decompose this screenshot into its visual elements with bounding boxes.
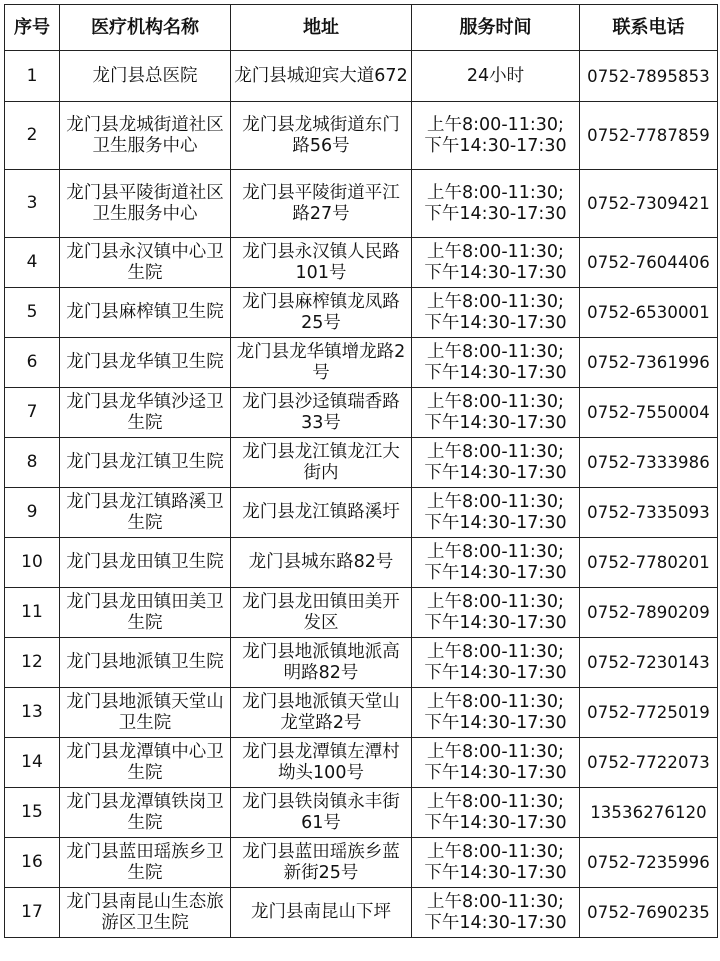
table-row: [5, 338, 718, 388]
table-row: [5, 888, 718, 938]
institution-address: 龙门县龙江镇路溪圩: [231, 488, 412, 538]
institution-name: 龙门县平陵街道社区卫生服务中心: [60, 170, 231, 238]
hours-morning: 上午8:00-11:30;: [427, 491, 564, 512]
institution-name: 龙门县地派镇卫生院: [60, 638, 231, 688]
contact-phone: 0752-7895853: [580, 51, 718, 102]
hours-afternoon: 下午14:30-17:30: [424, 662, 567, 683]
contact-phone: 0752-6530001: [580, 288, 718, 338]
institution-address: 龙门县龙江镇龙江大街内: [231, 438, 412, 488]
service-hours: [412, 688, 580, 738]
hours-morning: 上午8:00-11:30;: [427, 182, 564, 203]
table-row: [5, 288, 718, 338]
institution-name: 龙门县龙潭镇中心卫生院: [60, 738, 231, 788]
contact-phone: 0752-7235996: [580, 838, 718, 888]
hours-afternoon: 下午14:30-17:30: [424, 362, 567, 383]
institution-name: 龙门县龙田镇卫生院: [60, 538, 231, 588]
table-row: [5, 788, 718, 838]
table-row: [5, 638, 718, 688]
institution-name: 龙门县龙城街道社区卫生服务中心: [60, 102, 231, 170]
institution-address: 龙门县龙田镇田美开发区: [231, 588, 412, 638]
hours-morning: 上午8:00-11:30;: [427, 341, 564, 362]
institution-address: 龙门县南昆山下坪: [231, 888, 412, 938]
hours-morning: 24小时: [466, 65, 525, 86]
hours-morning: 上午8:00-11:30;: [427, 541, 564, 562]
service-hours: [412, 838, 580, 888]
header-hours: 服务时间: [412, 5, 580, 51]
row-index: 7: [5, 388, 60, 438]
institution-name: 龙门县总医院: [60, 51, 231, 102]
row-index: 8: [5, 438, 60, 488]
row-index: 17: [5, 888, 60, 938]
institution-address: 龙门县龙潭镇左潭村坳头100号: [231, 738, 412, 788]
contact-phone: 0752-7722073: [580, 738, 718, 788]
service-hours: [412, 638, 580, 688]
table-row: [5, 238, 718, 288]
service-hours: [412, 788, 580, 838]
institution-name: 龙门县南昆山生态旅游区卫生院: [60, 888, 231, 938]
institution-address: 龙门县地派镇天堂山龙堂路2号: [231, 688, 412, 738]
hours-morning: 上午8:00-11:30;: [427, 791, 564, 812]
table-row: [5, 688, 718, 738]
row-index: 12: [5, 638, 60, 688]
service-hours: [412, 538, 580, 588]
table-row: [5, 102, 718, 170]
row-index: 1: [5, 51, 60, 102]
hours-afternoon: 下午14:30-17:30: [424, 462, 567, 483]
header-address: 地址: [231, 5, 412, 51]
service-hours: [412, 238, 580, 288]
institution-name: 龙门县龙华镇卫生院: [60, 338, 231, 388]
table-row: [5, 588, 718, 638]
hours-afternoon: 下午14:30-17:30: [424, 262, 567, 283]
row-index: 5: [5, 288, 60, 338]
service-hours: [412, 438, 580, 488]
header-index: 序号: [5, 5, 60, 51]
service-hours: [412, 338, 580, 388]
institution-address: 龙门县城迎宾大道672: [231, 51, 412, 102]
service-hours: [412, 588, 580, 638]
institution-name: 龙门县麻榨镇卫生院: [60, 288, 231, 338]
institution-name: 龙门县龙江镇路溪卫生院: [60, 488, 231, 538]
row-index: 14: [5, 738, 60, 788]
table-body: [5, 51, 718, 938]
contact-phone: 0752-7690235: [580, 888, 718, 938]
row-index: 6: [5, 338, 60, 388]
table-row: [5, 51, 718, 102]
institution-address: 龙门县地派镇地派高明路82号: [231, 638, 412, 688]
institution-name: 龙门县龙潭镇铁岗卫生院: [60, 788, 231, 838]
hours-morning: 上午8:00-11:30;: [427, 591, 564, 612]
hours-morning: 上午8:00-11:30;: [427, 241, 564, 262]
institution-address: 龙门县沙迳镇瑞香路33号: [231, 388, 412, 438]
hours-morning: 上午8:00-11:30;: [427, 291, 564, 312]
row-index: 4: [5, 238, 60, 288]
hours-morning: 上午8:00-11:30;: [427, 391, 564, 412]
hours-afternoon: 下午14:30-17:30: [424, 135, 567, 156]
row-index: 15: [5, 788, 60, 838]
row-index: 11: [5, 588, 60, 638]
hours-morning: 上午8:00-11:30;: [427, 691, 564, 712]
institution-address: 龙门县平陵街道平江路27号: [231, 170, 412, 238]
table-row: [5, 488, 718, 538]
row-index: 9: [5, 488, 60, 538]
institution-address: 龙门县城东路82号: [231, 538, 412, 588]
row-index: 2: [5, 102, 60, 170]
contact-phone: 13536276120: [580, 788, 718, 838]
institution-name: 龙门县龙田镇田美卫生院: [60, 588, 231, 638]
contact-phone: 0752-7361996: [580, 338, 718, 388]
institution-name: 龙门县永汉镇中心卫生院: [60, 238, 231, 288]
table-row: [5, 388, 718, 438]
row-index: 10: [5, 538, 60, 588]
service-hours: [412, 102, 580, 170]
hours-afternoon: 下午14:30-17:30: [424, 312, 567, 333]
contact-phone: 0752-7230143: [580, 638, 718, 688]
service-hours: [412, 888, 580, 938]
table-header-row: [5, 5, 718, 51]
table-row: [5, 538, 718, 588]
institution-address: 龙门县铁岗镇永丰街61号: [231, 788, 412, 838]
institution-name: 龙门县蓝田瑶族乡卫生院: [60, 838, 231, 888]
institution-name: 龙门县地派镇天堂山卫生院: [60, 688, 231, 738]
institution-address: 龙门县龙华镇增龙路2号: [231, 338, 412, 388]
institution-name: 龙门县龙江镇卫生院: [60, 438, 231, 488]
hours-afternoon: 下午14:30-17:30: [424, 562, 567, 583]
institution-table-wrapper: [4, 4, 718, 938]
contact-phone: 0752-7787859: [580, 102, 718, 170]
hours-afternoon: 下午14:30-17:30: [424, 812, 567, 833]
hours-morning: 上午8:00-11:30;: [427, 841, 564, 862]
contact-phone: 0752-7335093: [580, 488, 718, 538]
hours-morning: 上午8:00-11:30;: [427, 114, 564, 135]
hours-morning: 上午8:00-11:30;: [427, 741, 564, 762]
service-hours: [412, 288, 580, 338]
hours-afternoon: 下午14:30-17:30: [424, 912, 567, 933]
hours-afternoon: 下午14:30-17:30: [424, 762, 567, 783]
institution-name: 龙门县龙华镇沙迳卫生院: [60, 388, 231, 438]
header-name: 医疗机构名称: [60, 5, 231, 51]
institution-address: 龙门县麻榨镇龙凤路25号: [231, 288, 412, 338]
hours-afternoon: 下午14:30-17:30: [424, 862, 567, 883]
institution-address: 龙门县龙城街道东门路56号: [231, 102, 412, 170]
contact-phone: 0752-7550004: [580, 388, 718, 438]
institution-address: 龙门县蓝田瑶族乡蓝新街25号: [231, 838, 412, 888]
table-row: [5, 738, 718, 788]
hours-afternoon: 下午14:30-17:30: [424, 712, 567, 733]
hours-afternoon: 下午14:30-17:30: [424, 612, 567, 633]
contact-phone: 0752-7309421: [580, 170, 718, 238]
service-hours: [412, 170, 580, 238]
institution-address: 龙门县永汉镇人民路101号: [231, 238, 412, 288]
medical-institution-table: [4, 4, 718, 938]
header-phone: 联系电话: [580, 5, 718, 51]
contact-phone: 0752-7890209: [580, 588, 718, 638]
hours-morning: 上午8:00-11:30;: [427, 891, 564, 912]
service-hours: [412, 738, 580, 788]
table-row: [5, 438, 718, 488]
hours-afternoon: 下午14:30-17:30: [424, 203, 567, 224]
row-index: 16: [5, 838, 60, 888]
contact-phone: 0752-7333986: [580, 438, 718, 488]
hours-afternoon: 下午14:30-17:30: [424, 412, 567, 433]
service-hours: [412, 51, 580, 102]
table-row: [5, 170, 718, 238]
contact-phone: 0752-7604406: [580, 238, 718, 288]
contact-phone: 0752-7725019: [580, 688, 718, 738]
contact-phone: 0752-7780201: [580, 538, 718, 588]
service-hours: [412, 388, 580, 438]
hours-morning: 上午8:00-11:30;: [427, 441, 564, 462]
hours-afternoon: 下午14:30-17:30: [424, 512, 567, 533]
table-row: [5, 838, 718, 888]
hours-morning: 上午8:00-11:30;: [427, 641, 564, 662]
row-index: 3: [5, 170, 60, 238]
row-index: 13: [5, 688, 60, 738]
service-hours: [412, 488, 580, 538]
